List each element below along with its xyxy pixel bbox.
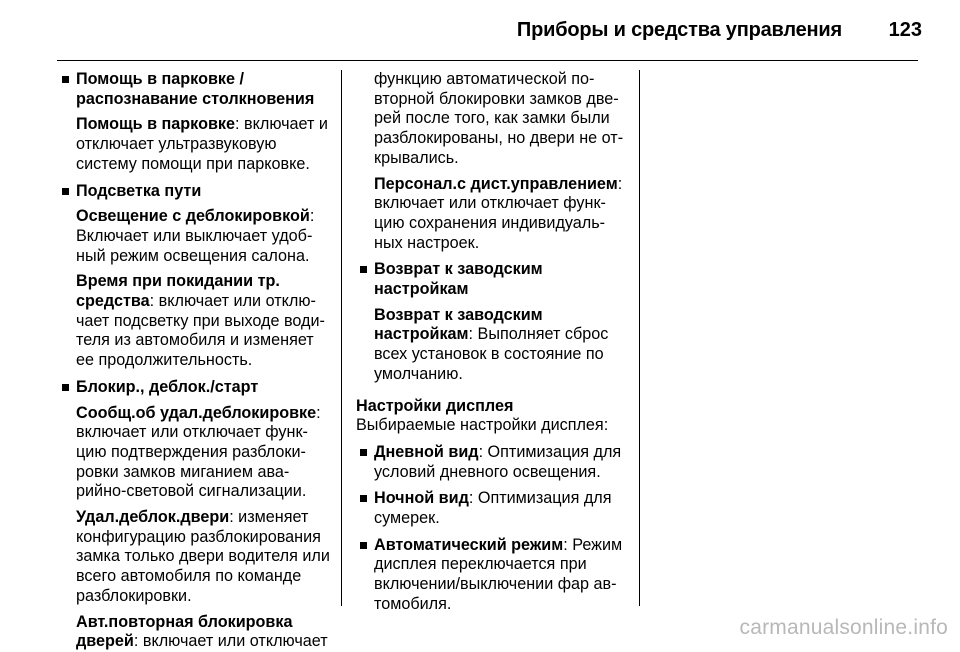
- item-paragraph: [76, 508, 333, 607]
- bullet-square-icon: [62, 76, 69, 83]
- term: Возврат к заводским настройкам: [374, 305, 543, 344]
- bullet-square-icon: [360, 495, 367, 502]
- watermark: carmanualsonline.info: [739, 616, 948, 639]
- item-paragraph: [76, 613, 333, 652]
- description: : включает или отключает функ-цию сохранения индивидуаль-ных настроек.: [374, 174, 623, 252]
- list-item-continuation: [356, 70, 632, 253]
- description: : изменяет конфигурацию разблокирования замка только двери водителя или всего автомобиля по команде разблокировки.: [76, 508, 330, 605]
- page-title: Приборы и средства управления: [516, 19, 842, 41]
- description: : включает и отключает ультразвуковую систему помощи при парковке.: [76, 115, 328, 173]
- item-paragraph: [374, 175, 632, 254]
- description: : включает или отключает: [133, 632, 328, 651]
- term: Освещение с деблокировкой: [76, 207, 310, 226]
- item-heading: Блокир., деблок./старт: [76, 377, 259, 396]
- section-title: Настройки дисплея: [356, 396, 514, 415]
- description: : включает или отклю-чает подсветку при выходе води-теля из автомобиля и изменяет ее продолжительность.: [76, 292, 325, 370]
- item-paragraph: [374, 306, 632, 385]
- term: Автоматический режим: [374, 535, 564, 554]
- description: : Оптимизация для сумерек.: [374, 489, 612, 528]
- term: Ночной вид: [374, 489, 469, 508]
- item-paragraph: [76, 207, 333, 266]
- list-item: [374, 536, 632, 615]
- bullet-square-icon: [62, 188, 69, 195]
- continued-text: функцию автоматической по-вторной блокировки замков две-рей после того, как замки были разблокированы, но двери не от-крывались.: [374, 70, 624, 167]
- list-item: [58, 378, 333, 652]
- list-item: [374, 443, 632, 482]
- bullet-square-icon: [360, 449, 367, 456]
- column-divider-2: [639, 70, 640, 606]
- page-number: 123: [888, 19, 922, 41]
- bullet-square-icon: [360, 542, 367, 549]
- description: : Режим дисплея переключается при включении/выключении фар ав-томобиля.: [374, 535, 623, 613]
- list-item: [356, 260, 632, 384]
- column-divider-1: [341, 70, 342, 606]
- item-heading: Возврат к заводским настройкам: [374, 260, 543, 299]
- description: : включает или отключает функ-цию подтверждения разблоки-ровки замков миганием ава-рийно-световой сигнализации.: [76, 403, 321, 501]
- description: : Выполняет сброс всех установок в состояние по умолчанию.: [374, 325, 609, 383]
- term: Помощь в парковке: [76, 115, 236, 134]
- list-item: [374, 489, 632, 528]
- item-paragraph: [76, 404, 333, 503]
- list-item: [58, 70, 333, 175]
- item-heading: Помощь в парковке / распознавание столкновения: [76, 70, 315, 108]
- list-item: [58, 182, 333, 371]
- bullet-square-icon: [360, 266, 367, 273]
- term: Персонал.с дист.управлением: [374, 174, 618, 193]
- column-2: [356, 70, 632, 615]
- term: Время при покидании тр. средства: [76, 272, 280, 311]
- header-rule: [57, 60, 918, 61]
- term: Авт.повторная блокировка дверей: [76, 612, 293, 651]
- term: Удал.деблок.двери: [76, 508, 230, 527]
- item-paragraph: [76, 115, 333, 174]
- description: : Включает или выключает удоб-ный режим освещения салона.: [76, 207, 315, 265]
- description: : Оптимизация для условий дневного освещения.: [374, 442, 622, 481]
- column-1: [58, 70, 333, 652]
- bullet-square-icon: [62, 384, 69, 391]
- item-heading: Подсветка пути: [76, 181, 202, 200]
- term: Дневной вид: [374, 442, 479, 461]
- section-intro: Выбираемые настройки дисплея:: [356, 416, 609, 435]
- term: Сообщ.об удал.деблокировке: [76, 403, 317, 422]
- item-paragraph: [76, 272, 333, 371]
